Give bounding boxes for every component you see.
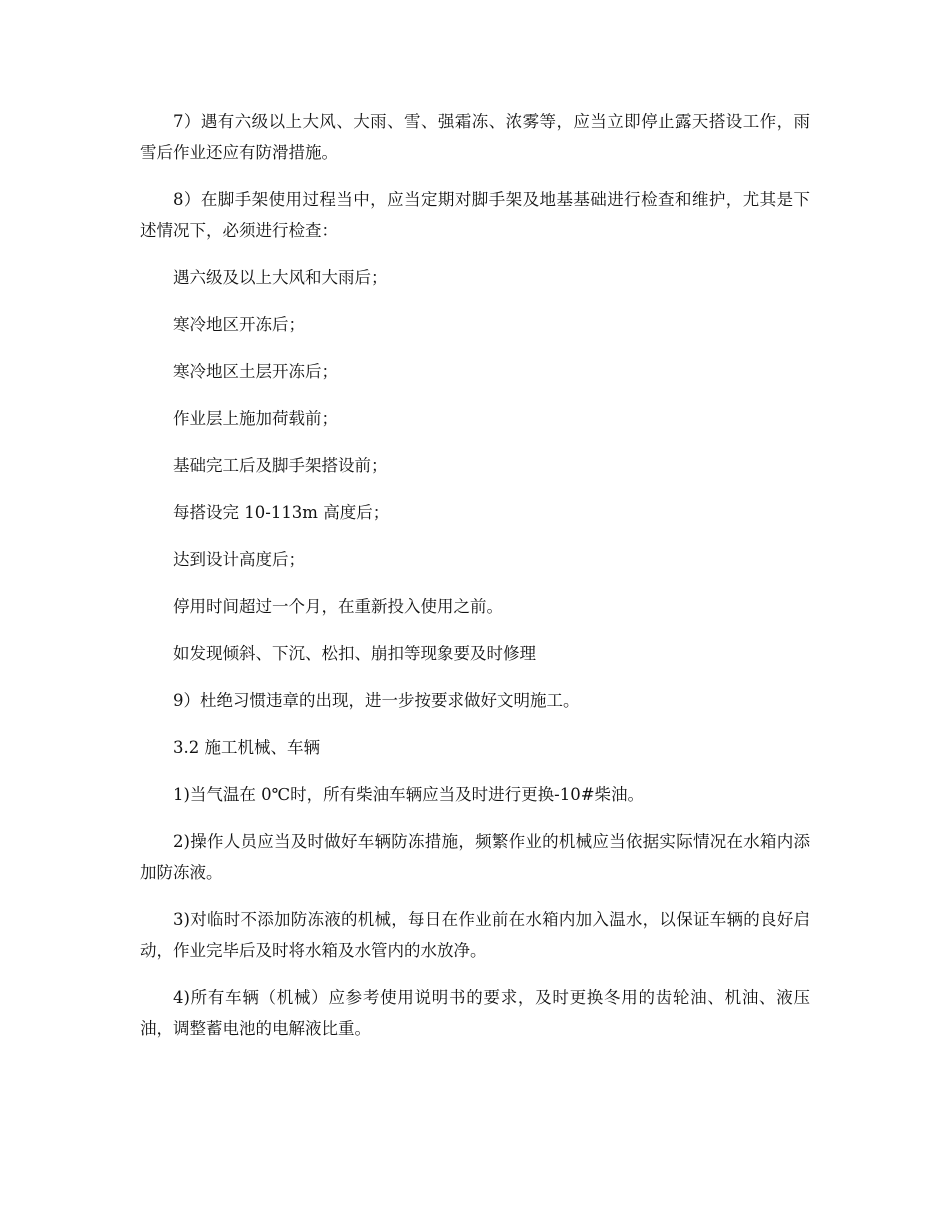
paragraph-warm-water: 3)对临时不添加防冻液的机械，每日在作业前在水箱内加入温水，以保证车辆的良好启动，作业完毕后及时将水箱及水管内的水放净。 [140, 910, 810, 960]
list-item-height-interval: 每搭设完 10-113m 高度后； [173, 503, 390, 522]
section-heading-machinery: 3.2 施工机械、车辆 [173, 738, 320, 757]
list-item-foundation-done: 基础完工后及脚手架搭设前； [173, 456, 388, 475]
list-item-out-of-use: 停用时间超过一个月，在重新投入使用之前。 [173, 597, 503, 616]
list-item-design-height: 达到设计高度后； [173, 550, 305, 569]
list-item-before-load: 作业层上施加荷载前； [173, 409, 338, 428]
paragraph-winter-oils: 4)所有车辆（机械）应参考使用说明书的要求，及时更换冬用的齿轮油、机油、液压油，调整蓄电池的电解液比重。 [140, 988, 810, 1038]
list-item-wind-rain: 遇六级及以上大风和大雨后； [173, 268, 388, 287]
paragraph-diesel-change: 1)当气温在 0℃时，所有柴油车辆应当及时进行更换-10#柴油。 [173, 785, 645, 804]
document-page [140, 106, 810, 1060]
paragraph-scaffold-inspection: 8）在脚手架使用过程当中，应当定期对脚手架及地基基础进行检查和维护，尤其是下述情况下，必须进行检查： [140, 190, 810, 240]
list-item-thaw: 寒冷地区开冻后； [173, 315, 305, 334]
paragraph-repair-defects: 如发现倾斜、下沉、松扣、崩扣等现象要及时修理 [173, 644, 536, 663]
paragraph-weather-stop-work: 7）遇有六级以上大风、大雨、雪、强霜冻、浓雾等，应当立即停止露天搭设工作，雨雪后作业还应有防滑措施。 [140, 112, 810, 162]
list-item-soil-thaw: 寒冷地区土层开冻后； [173, 362, 338, 381]
paragraph-civilized-construction: 9）杜绝习惯违章的出现，进一步按要求做好文明施工。 [173, 691, 580, 710]
paragraph-antifreeze: 2)操作人员应当及时做好车辆防冻措施，频繁作业的机械应当依据实际情况在水箱内添加防冻液。 [140, 832, 810, 882]
